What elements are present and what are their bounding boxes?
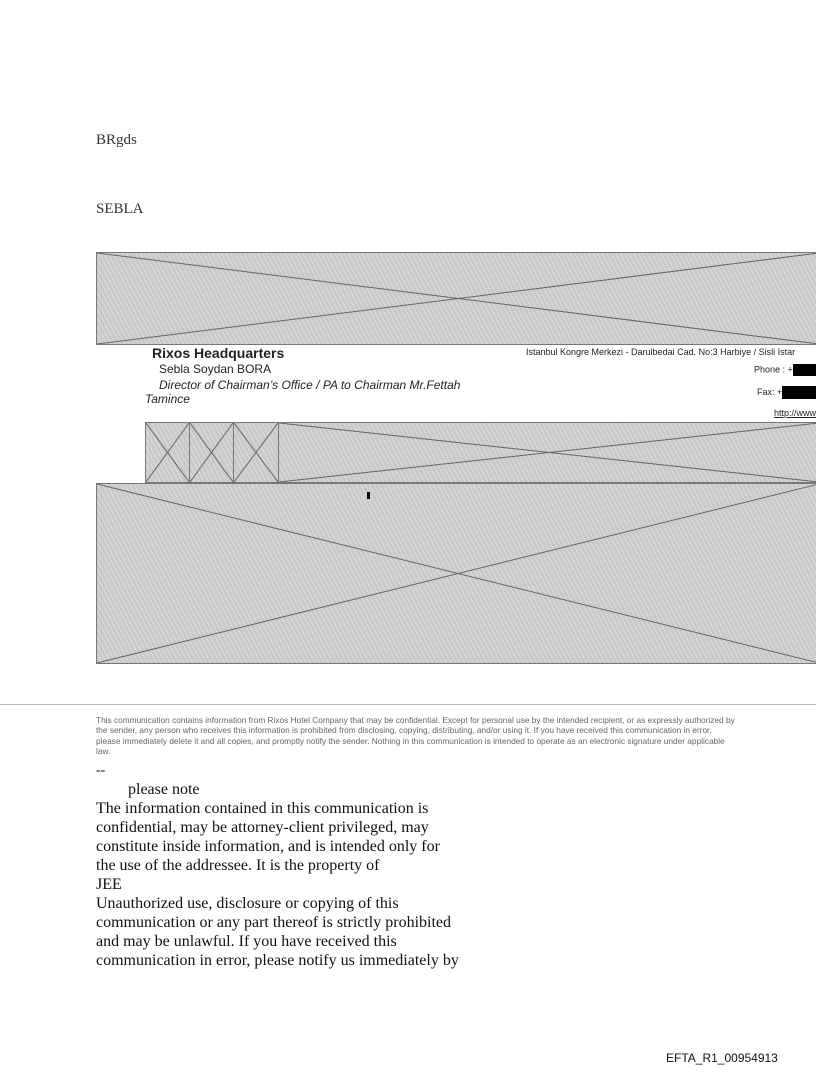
note-line: communication in error, please notify us immediately by <box>96 952 459 969</box>
document-id: EFTA_R1_00954913 <box>666 1051 778 1065</box>
broken-image-icon <box>97 253 816 344</box>
broken-image-icon <box>190 423 233 482</box>
fax-redaction <box>782 386 816 399</box>
note-block <box>96 780 476 970</box>
website-link[interactable]: http://www <box>774 408 816 418</box>
address-text: Istanbul Kongre Merkezi - Darulbedai Cad. No:3 Harbiye / Sisli Istar <box>526 347 796 357</box>
signature-banner-image <box>96 252 816 345</box>
phone-label: Phone : + <box>754 364 793 375</box>
large-banner-image <box>96 483 816 664</box>
note-line: and may be unlawful. If you have received this <box>96 933 397 950</box>
broken-image-icon <box>146 423 189 482</box>
note-line: The information contained in this communication is <box>96 800 429 817</box>
cursor-mark <box>367 492 370 499</box>
greeting-text: BRgds <box>96 132 137 148</box>
dashes-text: -- <box>96 763 106 778</box>
disclaimer-text: This communication contains information from Rixos Hotel Company that may be confidential. Except for personal use by the intended recipient, or as expressly authorized by the sender, any person who receives this information is prohibited from disclosing, copying, distributing, and/or using it. If you have received this communication in error, please immediately delete it and all copies, and promptly notify the sender. Nothing in this communication is intended to operate as an electronic signature under applicable law. <box>96 715 735 756</box>
logo-image-2 <box>189 422 234 483</box>
broken-image-icon <box>97 484 816 663</box>
person-title-line1: Director of Chairman’s Office / PA to Chairman Mr.Fettah <box>159 378 461 392</box>
note-line: JEE <box>96 876 122 893</box>
note-line: Unauthorized use, disclosure or copying of this <box>96 895 399 912</box>
broken-image-icon <box>279 423 816 482</box>
person-title-line2: Tamince <box>145 392 190 406</box>
note-line: communication or any part thereof is strictly prohibited <box>96 914 452 931</box>
fax-label: Fax: + <box>757 386 783 397</box>
separator-line <box>0 704 816 705</box>
broken-image-icon <box>234 423 278 482</box>
logo-image-3 <box>233 422 279 483</box>
note-line: confidential, may be attorney-client privileged, may <box>96 819 429 836</box>
logo-strip-image <box>278 422 816 483</box>
phone-redaction <box>793 364 816 376</box>
note-line: the use of the addressee. It is the property of <box>96 857 380 874</box>
logo-image-1 <box>145 422 190 483</box>
signoff-text: SEBLA <box>96 201 144 217</box>
fax-row <box>757 386 816 399</box>
phone-row <box>754 364 816 376</box>
person-name: Sebla Soydan BORA <box>159 362 272 376</box>
note-line: constitute inside information, and is intended only for <box>96 838 440 855</box>
note-line: please note <box>128 781 200 798</box>
company-name: Rixos Headquarters <box>152 345 285 361</box>
